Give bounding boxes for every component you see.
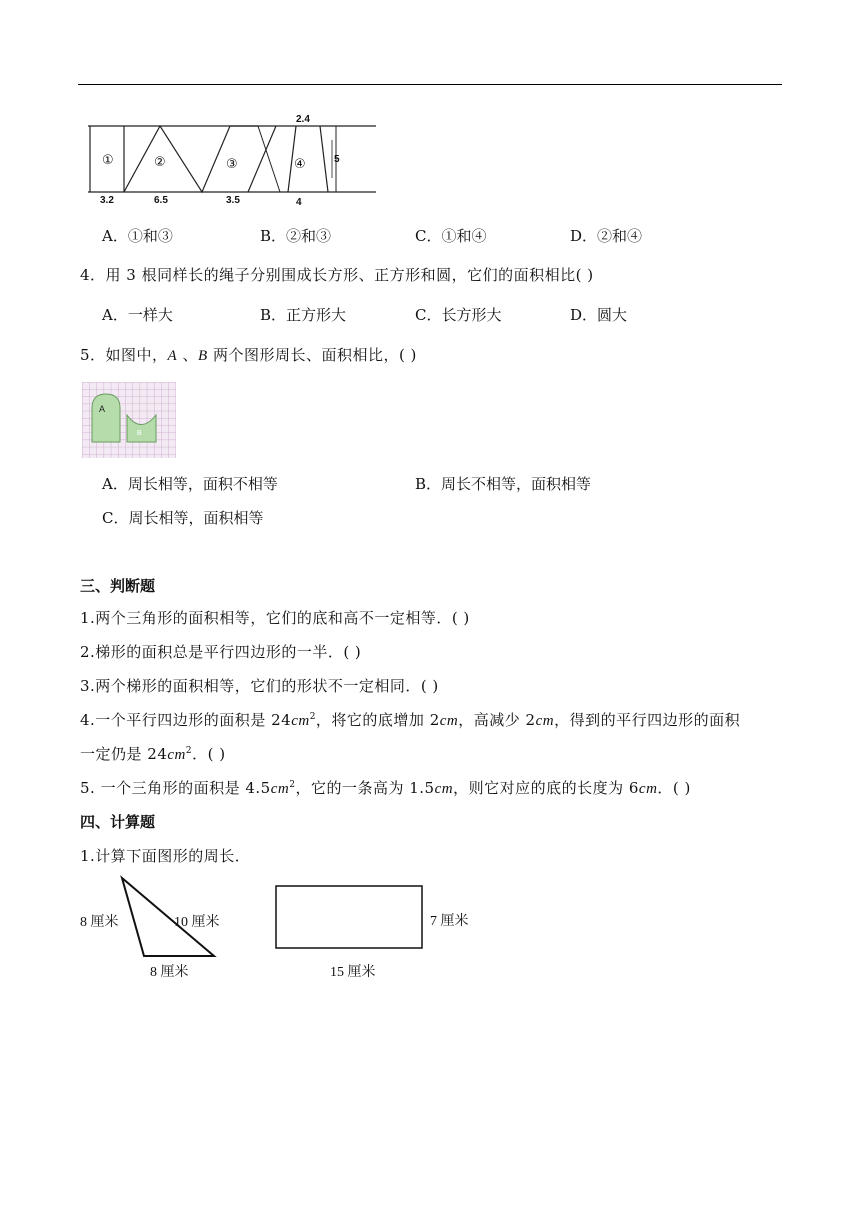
q5-stem-suffix: 两个图形周长、面积相比，( ) [207, 346, 417, 364]
dim-bottom-1: 3.2 [100, 195, 114, 206]
q3-option-b[interactable]: B．②和③ [260, 227, 332, 245]
q5-var-b: B [198, 348, 208, 364]
triangle-bottom-label: 8 厘米 [150, 965, 189, 980]
dim-bottom-3: 3.5 [226, 195, 240, 206]
shape-3-label: ③ [226, 157, 238, 172]
tf-item-5: 5. 一个三角形的面积是 $4.5cm^2$，它的一条高为 1.5cm，则它对应的底的长度为 6cm．( ) [80, 779, 691, 797]
q5-option-a[interactable]: A．周长相等，面积不相等 [102, 475, 278, 493]
rect-right-label: 7 厘米 [430, 914, 469, 929]
grid-label-a: A [99, 404, 106, 414]
shape-1-label: ① [102, 153, 114, 168]
q4-option-c[interactable]: C．长方形大 [415, 306, 502, 324]
dim-bottom-2: 6.5 [154, 195, 168, 206]
q4-stem: 4．用 3 根同样长的绳子分别围成长方形、正方形和圆，它们的面积相比( ) [80, 266, 594, 284]
q4-option-b[interactable]: B．正方形大 [260, 306, 347, 324]
tf-item-4-line2: 一定仍是 $24cm^2$．( ) [80, 745, 226, 763]
dim-right: 5 [334, 154, 340, 165]
section3-title: 三、判断题 [80, 577, 156, 595]
tf-item-3: 3.两个梯形的面积相等，它们的形状不一定相同．( ) [80, 677, 439, 695]
q3-option-c[interactable]: C．①和④ [415, 227, 487, 245]
tf-item-2: 2.梯形的面积总是平行四边形的一半．( ) [80, 643, 362, 661]
tf-item-1: 1.两个三角形的面积相等，它们的底和高不一定相等．( ) [80, 609, 470, 627]
triangle-hyp-label: 10 厘米 [174, 915, 220, 930]
dim-top: 2.4 [296, 114, 310, 125]
q3-option-a[interactable]: A．①和③ [102, 227, 173, 245]
q5-sep: 、 [177, 346, 198, 364]
grid-label-b: B [137, 430, 142, 437]
q4-option-d[interactable]: D．圆大 [570, 306, 628, 324]
rect-bottom-label: 15 厘米 [330, 965, 376, 980]
q4-option-a[interactable]: A．一样大 [102, 306, 173, 324]
q5-var-a: A [167, 348, 178, 364]
section4-title: 四、计算题 [80, 813, 156, 831]
q5-option-b[interactable]: B．周长不相等，面积相等 [415, 475, 592, 493]
triangle-left-label: 8 厘米 [80, 915, 119, 930]
header-rule [78, 84, 782, 85]
tf-item-4-line1: 4.一个平行四边形的面积是 $24cm^2$，将它的底增加 2cm，高减少 2cm，得到的平行四边形的面积 [80, 711, 741, 729]
dim-bottom-4: 4 [296, 197, 302, 206]
shapes-strip-figure [80, 110, 380, 206]
rectangle-figure [270, 880, 480, 982]
q5-stem [80, 344, 417, 365]
grid-shapes-figure [82, 382, 176, 458]
triangle-figure [78, 872, 238, 982]
q5-stem-prefix: 5．如图中， [80, 346, 168, 364]
q5-option-c[interactable]: C．周长相等，面积相等 [102, 509, 264, 527]
calc-item-1: 1.计算下面图形的周长． [80, 847, 251, 865]
shape-2-label: ② [154, 155, 166, 170]
q3-option-d[interactable]: D．②和④ [570, 227, 643, 245]
shape-4-label: ④ [294, 157, 306, 172]
